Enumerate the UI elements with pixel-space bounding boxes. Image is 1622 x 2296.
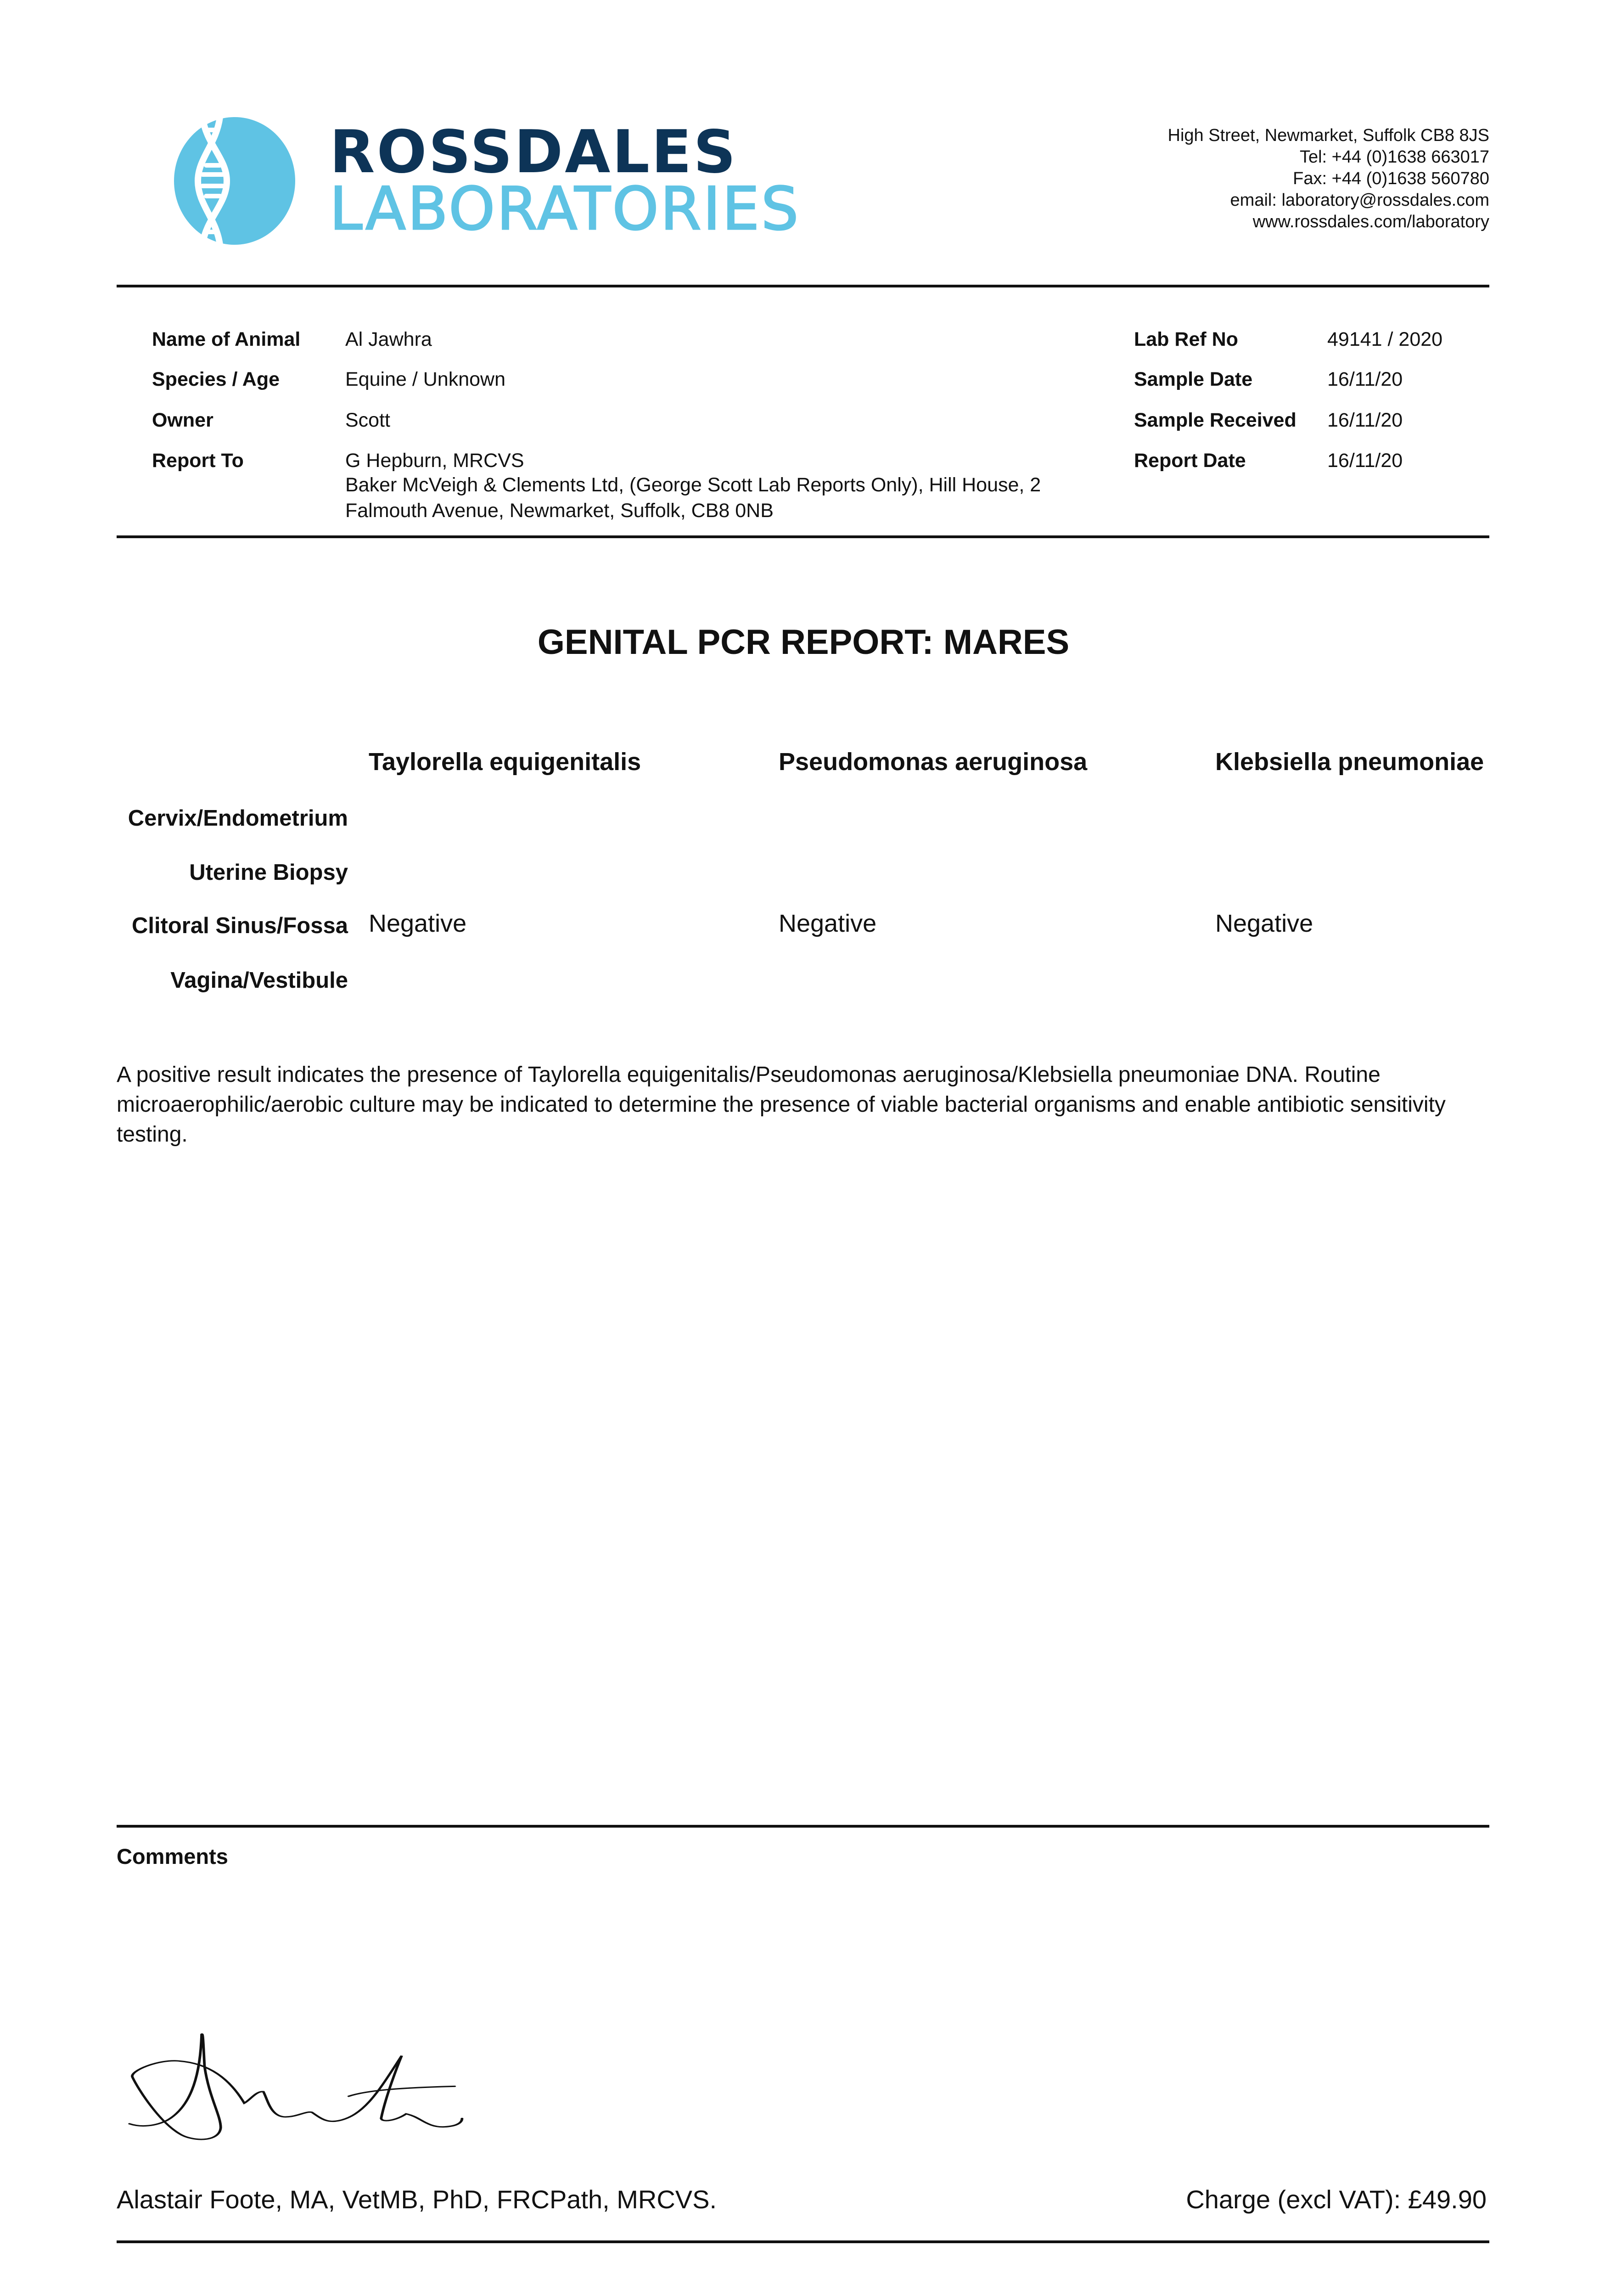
column-header: Pseudomonas aeruginosa [779, 748, 1088, 776]
divider [117, 285, 1489, 287]
lab-ref: 49141 / 2020 [1327, 328, 1443, 350]
sample-date: 16/11/20 [1327, 368, 1403, 390]
row-label: Cervix/Endometrium [128, 806, 348, 831]
logo-line1: ROSSDALES [330, 118, 738, 186]
report-to-address-line2: Falmouth Avenue, Newmarket, Suffolk, CB8 0NB [345, 500, 774, 522]
label-species-age: Species / Age [152, 368, 280, 390]
divider [117, 1825, 1489, 1828]
row-label: Vagina/Vestibule [170, 968, 348, 993]
sample-received: 16/11/20 [1327, 409, 1403, 431]
result-cell: Negative [779, 910, 877, 937]
divider [117, 2240, 1489, 2243]
label-report-date: Report Date [1134, 450, 1246, 472]
row-label: Clitoral Sinus/Fossa [131, 913, 348, 938]
column-header: Taylorella equigenitalis [369, 748, 641, 776]
report-title: GENITAL PCR REPORT: MARES [537, 623, 1070, 662]
website-link[interactable]: www.rossdales.com/laboratory [1252, 212, 1489, 231]
email-link[interactable]: email: laboratory@rossdales.com [1230, 191, 1489, 210]
result-cell: Negative [1215, 910, 1313, 937]
owner: Scott [345, 409, 390, 431]
column-header: Klebsiella pneumoniae [1215, 748, 1484, 776]
comments-label: Comments [117, 1844, 228, 1868]
fax: Fax: +44 (0)1638 560780 [1293, 169, 1489, 188]
animal-name: Al Jawhra [345, 328, 432, 350]
label-animal-name: Name of Animal [152, 328, 301, 350]
row-label: Uterine Biopsy [189, 860, 348, 885]
label-report-to: Report To [152, 450, 244, 472]
address-line: High Street, Newmarket, Suffolk CB8 8JS [1167, 126, 1489, 145]
dna-helix-icon [174, 117, 296, 245]
lab-address [1168, 125, 1489, 233]
logo-line2: LABORATORIES [330, 175, 801, 243]
label-sample-date: Sample Date [1134, 368, 1253, 390]
report-to-address-line1: Baker McVeigh & Clements Ltd, (George Scott Lab Reports Only), Hill House, 2 [345, 474, 1041, 496]
label-owner: Owner [152, 409, 213, 431]
charge: Charge (excl VAT): £49.90 [1186, 2185, 1487, 2214]
signature [115, 2020, 574, 2167]
report-to: G Hepburn, MRCVS [345, 450, 524, 472]
signatory-name: Alastair Foote, MA, VetMB, PhD, FRCPath, MRCVS. [117, 2185, 717, 2214]
result-cell: Negative [369, 910, 467, 937]
label-sample-received: Sample Received [1134, 409, 1296, 431]
result-note: A positive result indicates the presence of Taylorella equigenitalis/Pseudomonas aeruginosa/Klebsiella pneumoniae DNA. Routine microaerophilic/aerobic culture may be indicated to determine the presence of viable bacterial organisms and enable antibiotic sensitivity testing. [117, 1063, 1446, 1147]
phone: Tel: +44 (0)1638 663017 [1299, 147, 1489, 167]
species-age: Equine / Unknown [345, 368, 505, 390]
label-lab-ref: Lab Ref No [1134, 328, 1238, 350]
divider [117, 535, 1489, 538]
report-date: 16/11/20 [1327, 450, 1403, 472]
